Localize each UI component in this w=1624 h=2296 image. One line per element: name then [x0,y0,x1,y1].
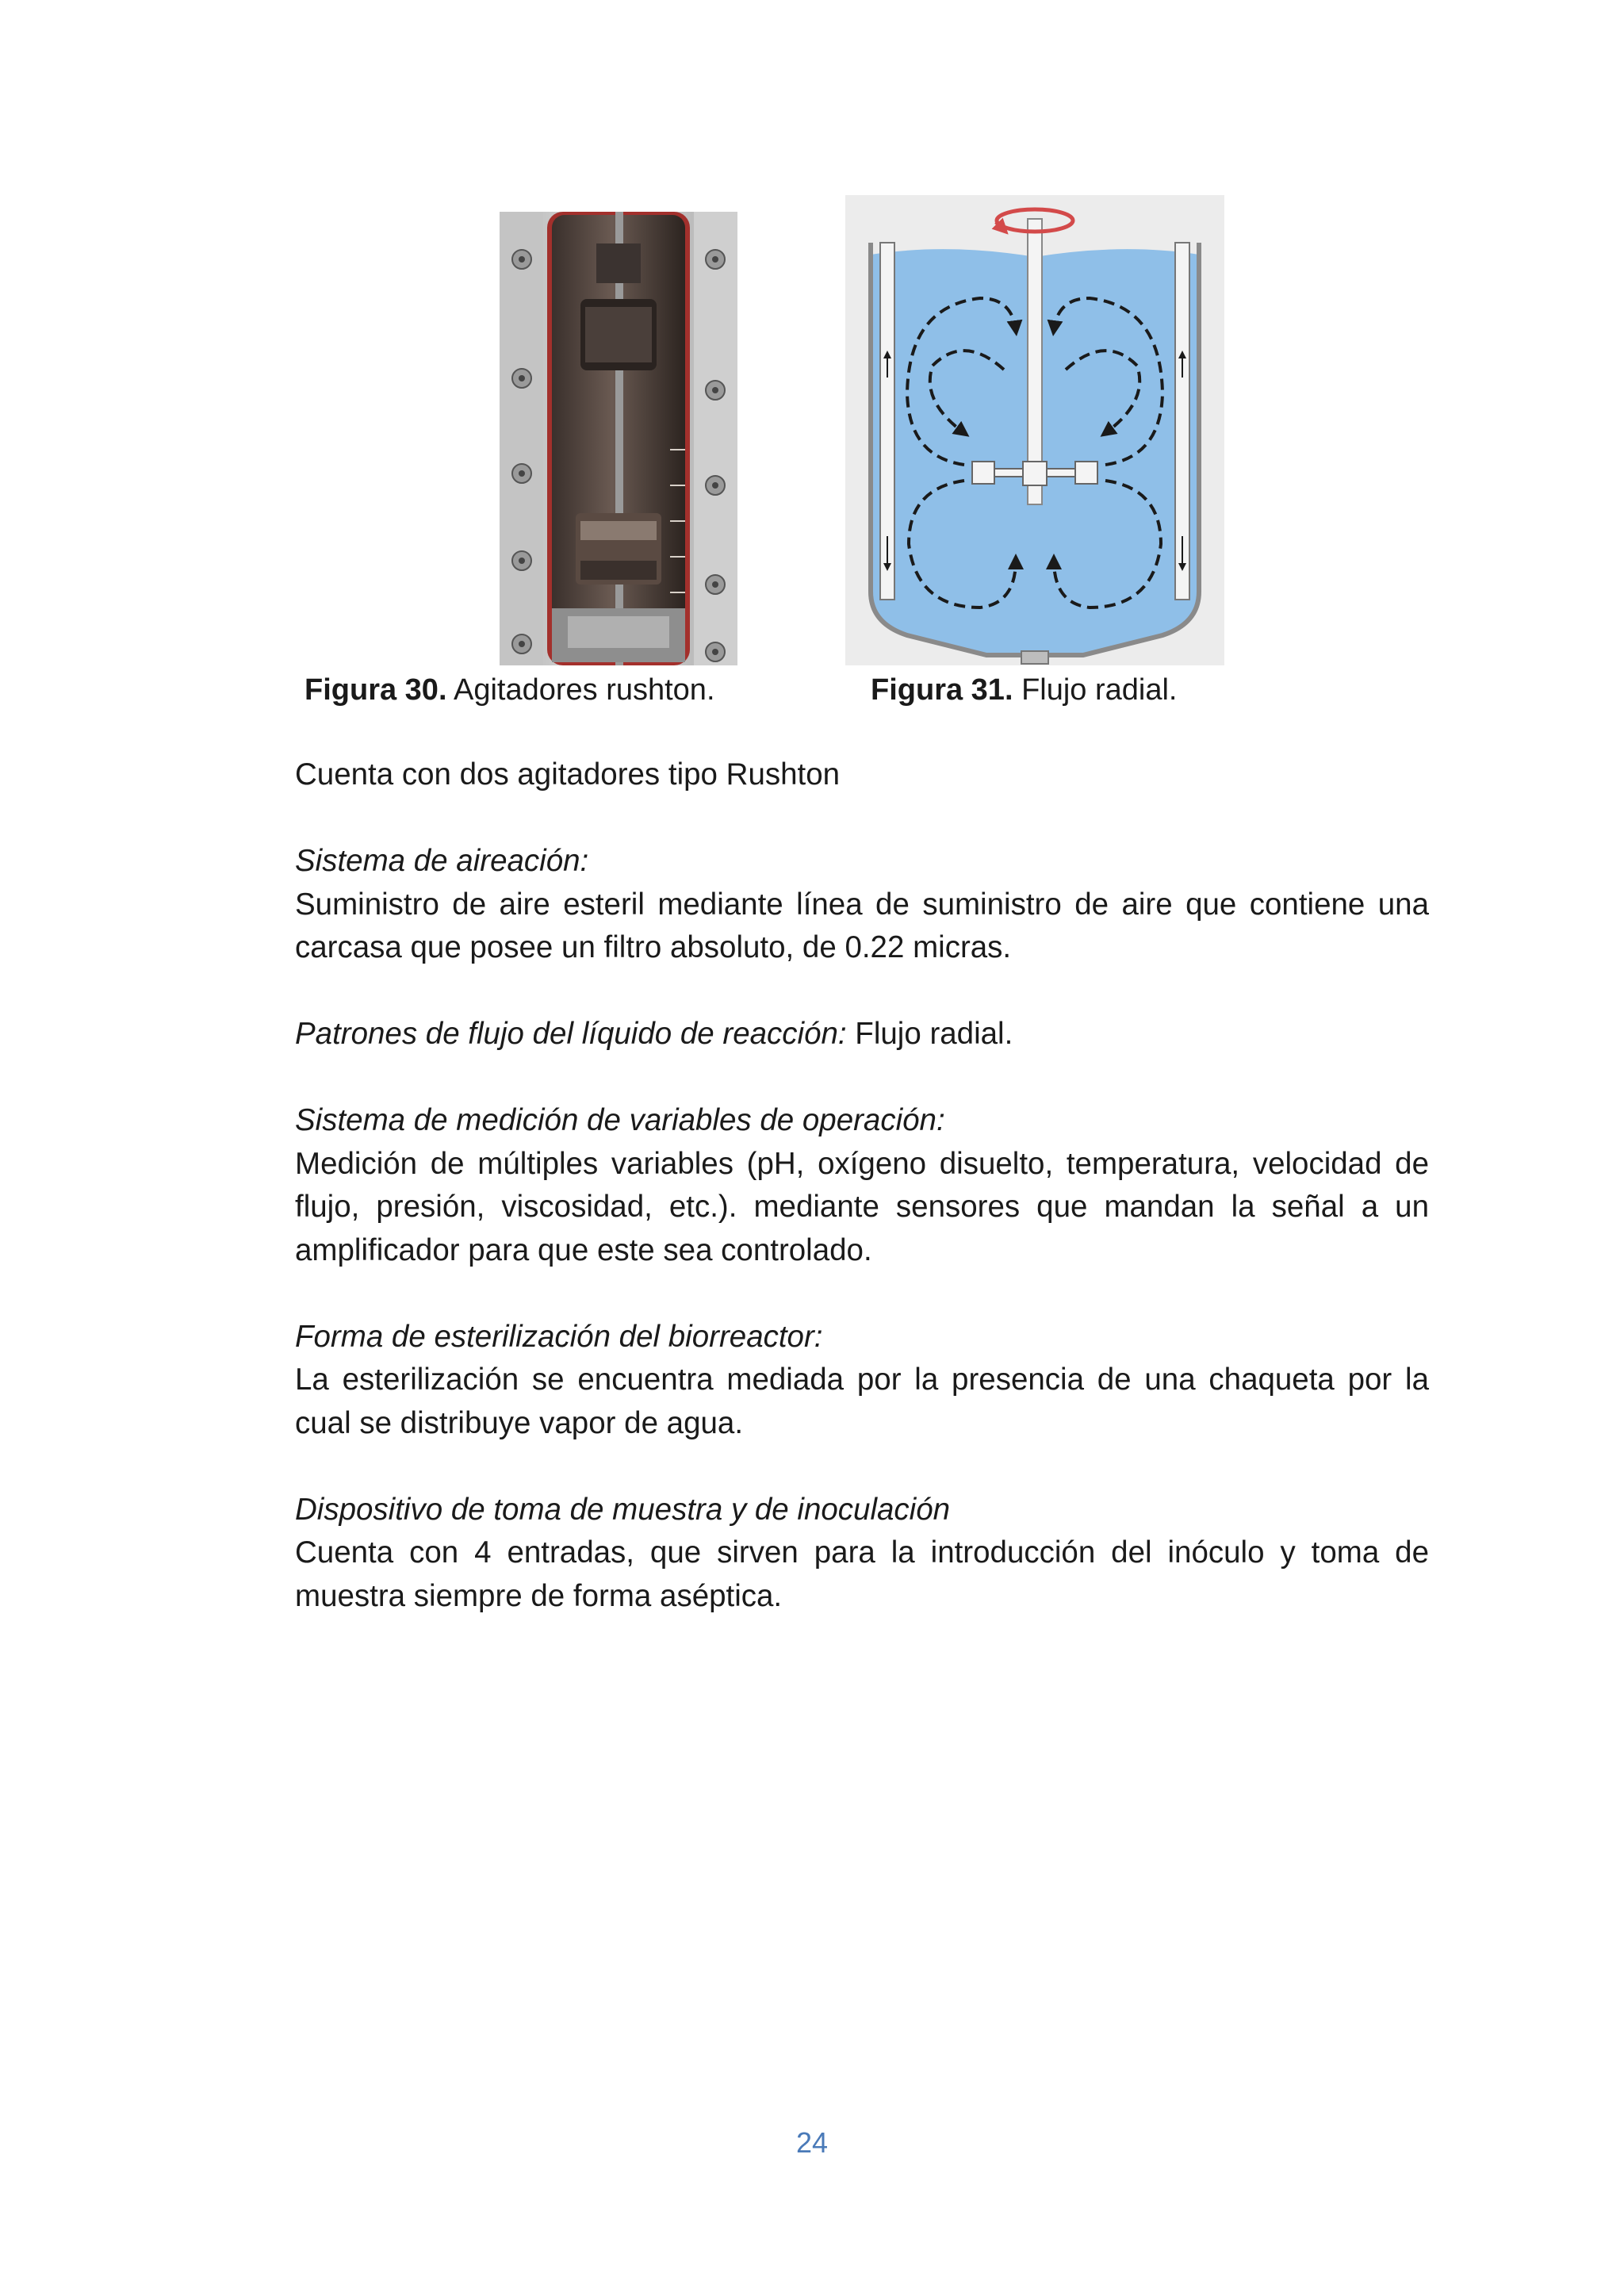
patrones-text: Flujo radial. [846,1017,1013,1051]
figure-31-caption-text: Flujo radial. [1021,673,1178,707]
figure-30-caption-text: Agitadores rushton. [453,673,715,707]
figure-31-caption [871,670,1177,710]
body-text [295,753,1429,1618]
figure-30-caption [304,670,715,710]
figure-30-label: Figura 30. [304,673,447,707]
patrones-heading: Patrones de flujo del líquido de reacción: [295,1017,847,1051]
muestra-heading: Dispositivo de toma de muestra y de inoculación [295,1492,951,1527]
muestra-paragraph: Cuenta con 4 entradas, que sirven para la introducción del inóculo y toma de muestra siempre de forma aséptica. [295,1535,1429,1613]
esterilizacion-paragraph: La esterilización se encuentra mediada por la presencia de una chaqueta por la cual se distribuye vapor de agua. [295,1363,1429,1440]
medicion-heading: Sistema de medición de variables de operación: [295,1103,945,1137]
intro-paragraph: Cuenta con dos agitadores tipo Rushton [295,757,841,792]
figure-30-image [500,212,737,665]
aireacion-heading: Sistema de aireación: [295,844,589,878]
page-number: 24 [795,2126,829,2159]
aireacion-paragraph: Suministro de aire esteril mediante línea de suministro de aire que contiene una carcasa que posee un filtro absoluto, de 0.22 micras. [295,887,1429,964]
figure-31-image [845,195,1224,665]
patrones-paragraph [295,1013,1429,1056]
figure-31-label: Figura 31. [871,673,1013,707]
esterilizacion-heading: Forma de esterilización del biorreactor: [295,1319,823,1354]
medicion-paragraph: Medición de múltiples variables (pH, oxígeno disuelto, temperatura, velocidad de flujo, presión, viscosidad, etc.). mediante sensores que mandan la señal a un amplificador para que este sea controlado. [295,1146,1429,1267]
